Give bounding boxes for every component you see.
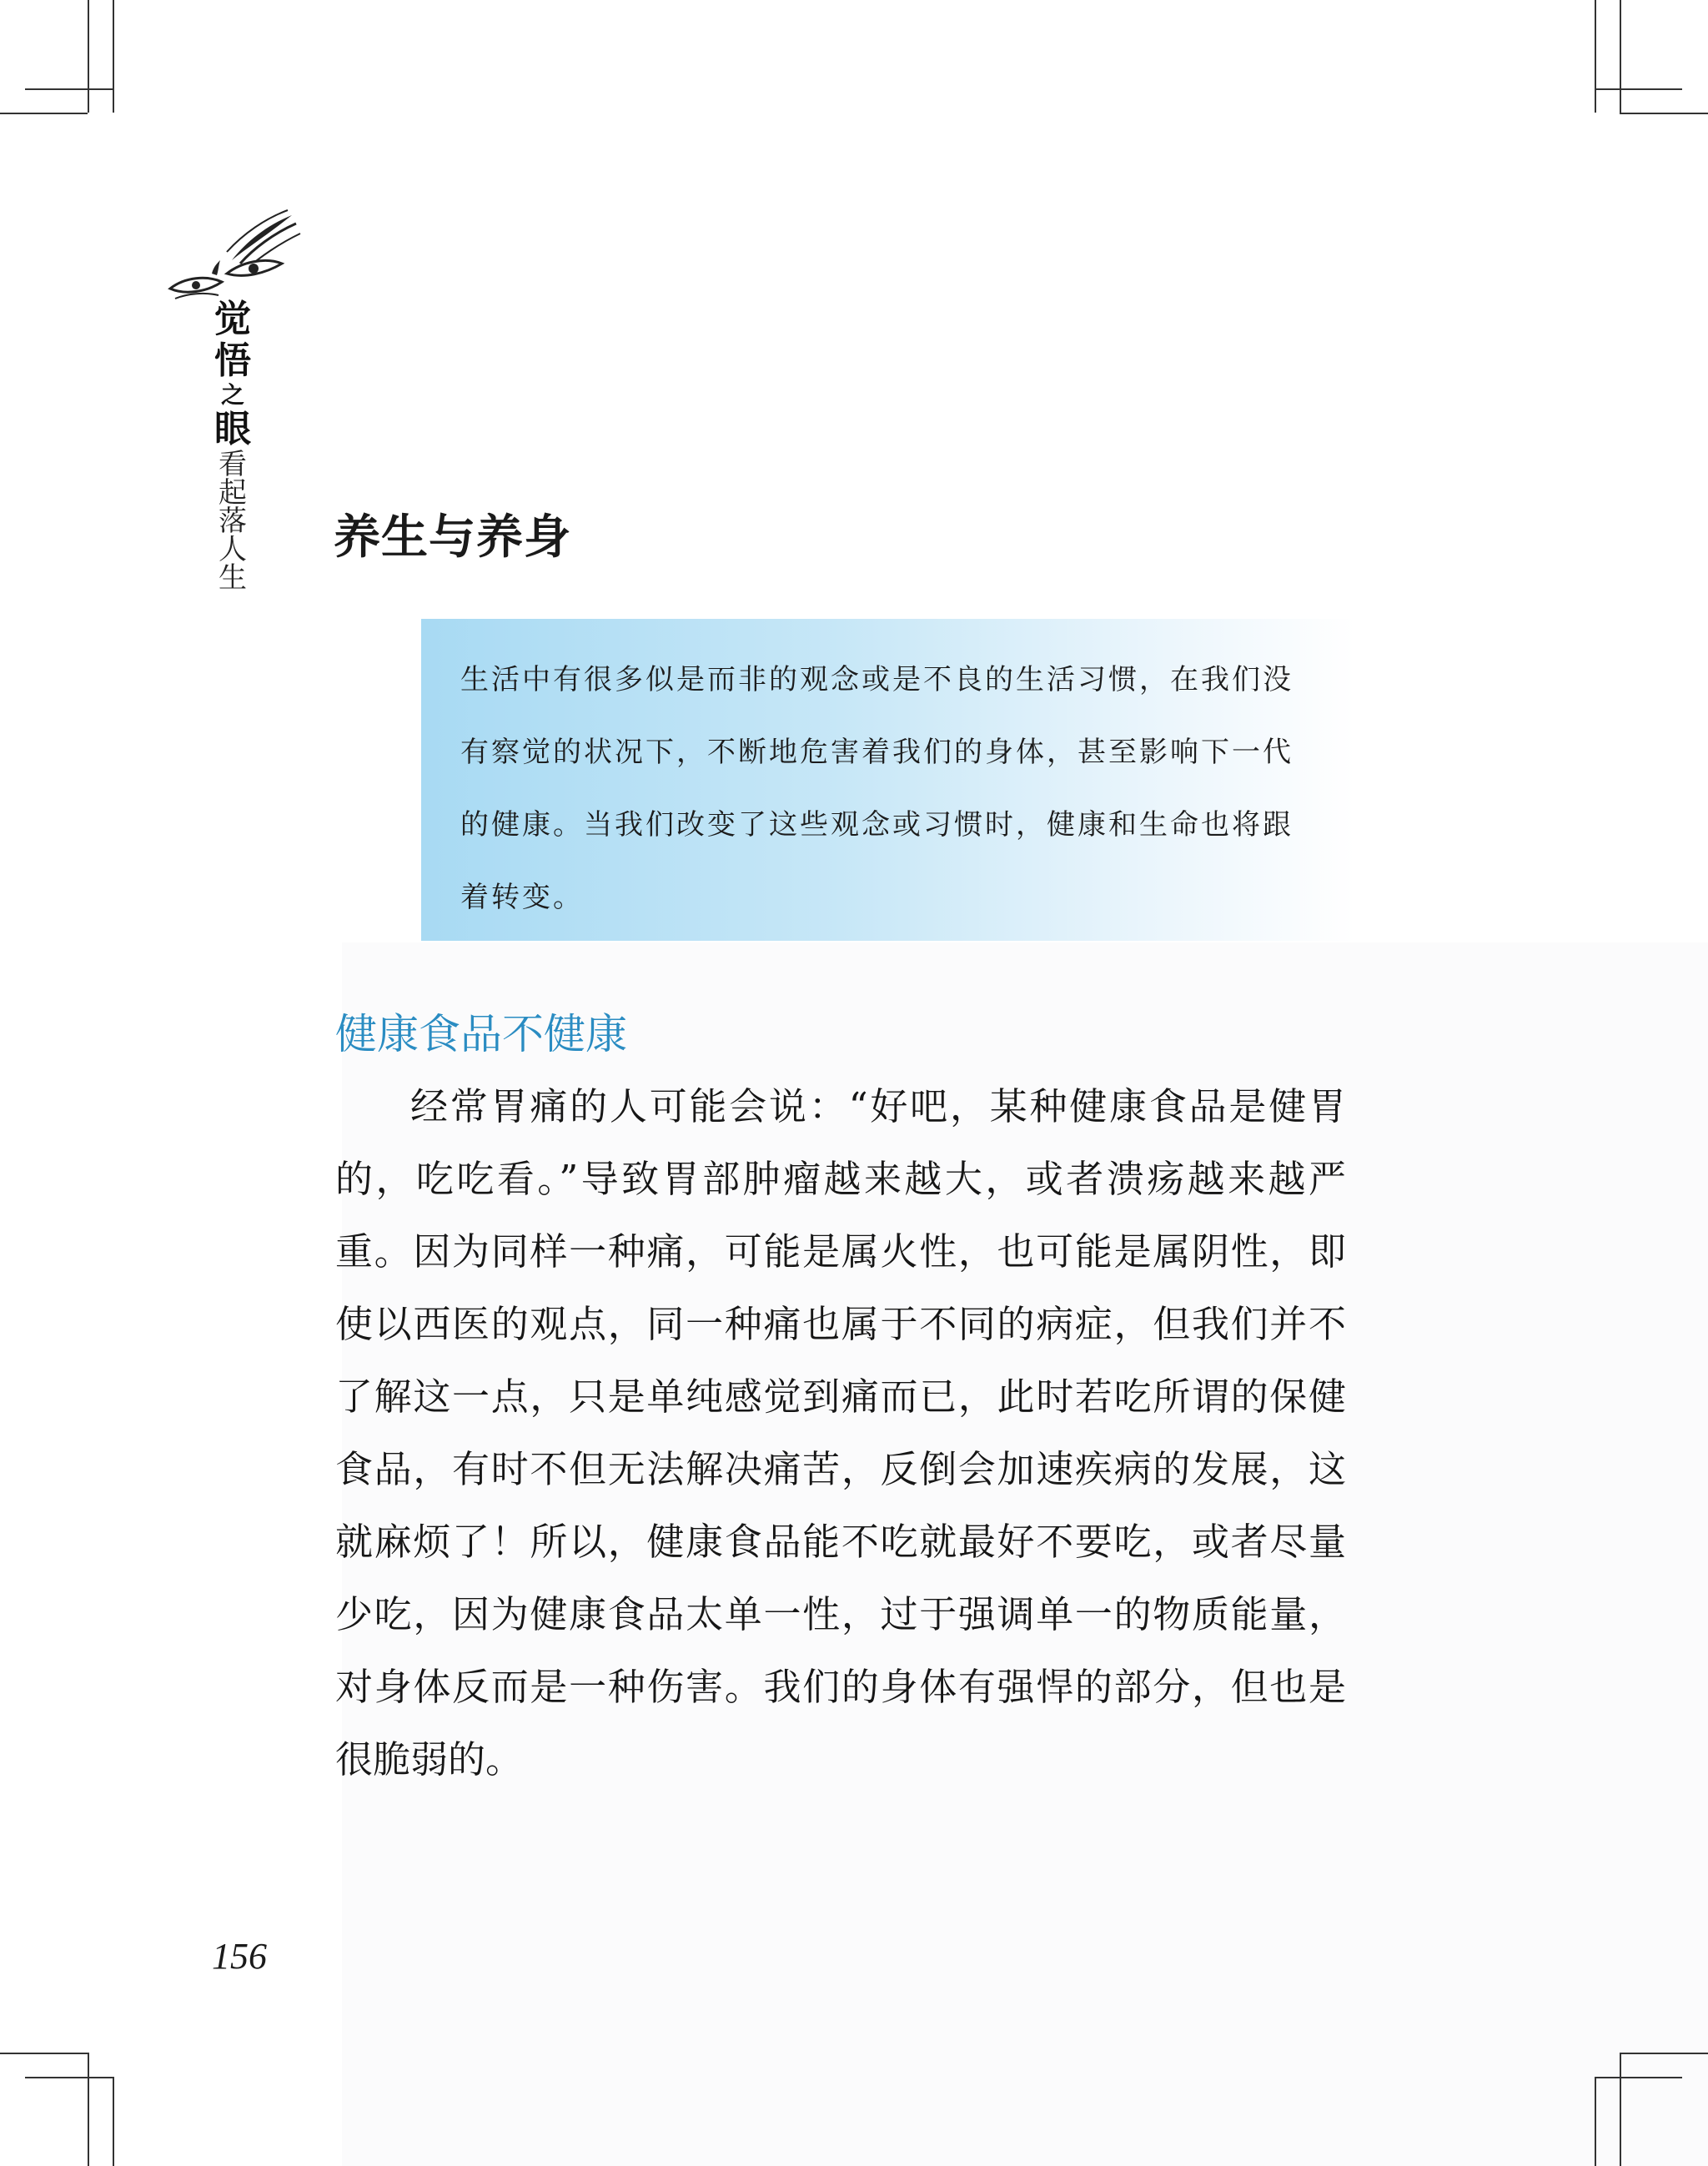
page-number: 156: [212, 1936, 267, 1977]
intro-box: [421, 619, 1355, 941]
chapter-title: 养生与养身: [334, 510, 571, 565]
series-title: [213, 298, 253, 595]
series-subtitle-char: 生: [219, 561, 247, 595]
series-title-char: 之: [220, 381, 244, 409]
series-title-char: 觉: [214, 298, 251, 340]
intro-text: 生活中有很多似是而非的观念或是不良的生活习惯，在我们没有察觉的状况下，不断地危害着我们的身体，甚至影响下一代的健康。当我们改变了这些观念或习惯时，健康和生命也将跟着转变。: [460, 663, 1294, 914]
series-subtitle-char: 起: [219, 476, 247, 510]
buddha-eye-icon: [167, 209, 304, 304]
series-subtitle-char: 落: [219, 505, 247, 538]
body-paragraph: 经常胃痛的人可能会说：“好吧，某种健康食品是健胃的，吃吃看。”导致胃部肿瘤越来越大，或者溃疡越来越严重。因为同样一种痛，可能是属火性，也可能是属阴性，即使以西医的观点，同一种痛也属于不同的病症，但我们并不了解这一点，只是单纯感觉到痛而已，此时若吃所谓的保健食品，有时不但无法解决痛苦，反倒会加速疾病的发展，这就麻烦了！所以，健康食品能不吃就最好不要吃，或者尽量少吃，因为健康食品太单一性，过于强调单一的物质能量，对身体反而是一种伤害。我们的身体有强悍的部分，但也是很脆弱的。: [335, 1084, 1346, 1782]
series-subtitle-char: 看: [219, 448, 247, 481]
series-title-char: 悟: [214, 339, 251, 382]
series-subtitle-char: 人: [219, 533, 247, 566]
series-title-char: 眼: [214, 408, 251, 450]
section-heading: 健康食品不健康: [335, 1010, 627, 1058]
